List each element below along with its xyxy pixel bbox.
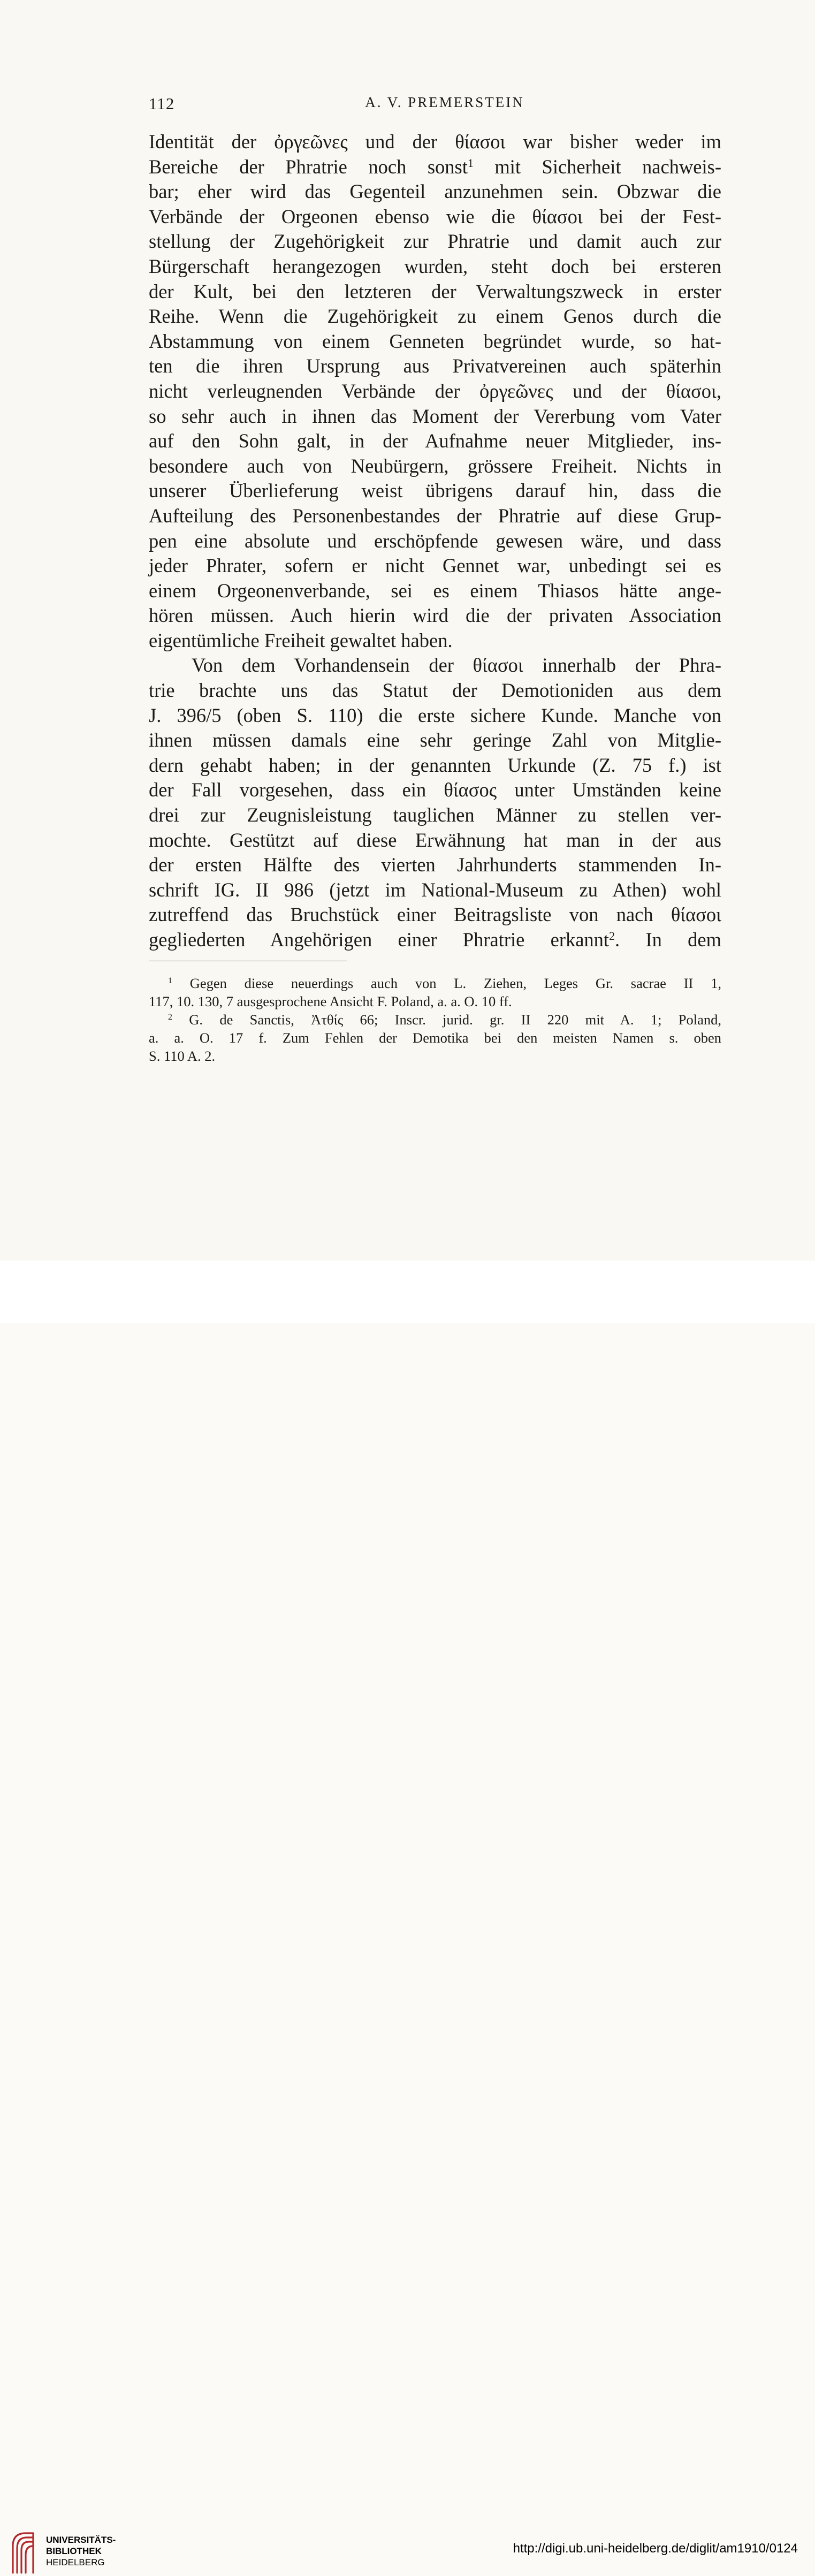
text-line: Von dem Vorhandensein der θίασοι innerhalb der Phra-	[192, 654, 721, 677]
text-line: Bürgerschaft herangezogen wurden, steht doch bei ersteren	[149, 255, 721, 277]
text-line: dern gehabt haben; in der genannten Urkunde (Z. 75 f.) ist	[149, 754, 721, 776]
footnote-marker: 2	[168, 1013, 172, 1022]
text-line: pen eine absolute und erschöpfende gewesen wäre, und dass	[149, 529, 721, 552]
text-line: ten die ihren Ursprung aus Privatvereinen auch späterhin	[149, 355, 721, 377]
library-name: UNIVERSITÄTS- BIBLIOTHEK HEIDELBERG	[46, 2535, 116, 2567]
text-line: stellung der Zugehörigkeit zur Phratrie und damit auch zur	[149, 230, 721, 253]
body-text	[149, 130, 721, 953]
text-line: einem Orgeonenverbande, sei es einem Thiasos hätte ange-	[149, 579, 721, 602]
footnote-line: $^2$ G. de Sanctis, Ἀτθίς 66; Inscr. jurid. gr. II 220 mit A. 1; Poland,	[168, 1012, 722, 1028]
text-line: der ersten Hälfte des vierten Jahrhunderts stammenden In-	[149, 854, 721, 876]
text-line: auf den Sohn galt, in der Aufnahme neuer Mitglieder, ins-	[149, 430, 721, 452]
text-line: der Fall vorgesehen, dass ein θίασος unter Umständen keine	[149, 779, 721, 801]
text-line: trie brachte uns das Statut der Demotioniden aus dem	[149, 679, 721, 702]
text-line: nicht verleugnenden Verbände der ὀργεῶνες und der θίασοι,	[149, 379, 721, 402]
footnote-line: $^1$ Gegen diese neuerdings auch von L. Ziehen, Leges Gr. sacrae II 1,	[168, 975, 722, 991]
text-line: Verbände der Orgeonen ebenso wie die θίασοι bei der Fest-	[149, 205, 721, 227]
running-head: A. V. PREMERSTEIN	[365, 94, 524, 110]
page-number: 112	[149, 94, 175, 113]
text-line: Reihe. Wenn die Zugehörigkeit zu einem Genos durch die	[149, 305, 721, 328]
source-url-link[interactable]: http://digi.ub.uni-heidelberg.de/diglit/am1910/0124	[513, 2541, 798, 2556]
text-line: eigentümliche Freiheit gewaltet haben.	[149, 629, 453, 651]
footnote-ref: 2	[609, 929, 615, 943]
footnote-line: 117, 10. 130, 7 ausgesprochene Ansicht F. Poland, a. a. O. 10 ff.	[149, 993, 512, 1009]
footnote-line: a. a. O. 17 f. Zum Fehlen der Demotika bei den meisten Namen s. oben	[149, 1030, 721, 1046]
text-line: der Kult, bei den letzteren der Verwaltungszweck in erster	[149, 280, 721, 302]
text-line: jeder Phrater, sofern er nicht Gennet war, unbedingt sei es	[149, 554, 721, 577]
text-line: hören müssen. Auch hierin wird die der privaten Association	[149, 604, 721, 627]
text-line: Bereiche der Phratrie noch sonst$^1$ mit Sicherheit nachweis-	[149, 155, 721, 178]
text-line: gegliederten Angehörigen einer Phratrie erkannt$^2$. In dem	[149, 929, 722, 951]
scanned-page	[0, 0, 815, 1260]
footnote-ref: 1	[467, 156, 474, 170]
text-line: so sehr auch in ihnen das Moment der Vererbung vom Vater	[149, 405, 721, 427]
footer-bar	[0, 1260, 815, 2567]
text-line: schrift IG. II 986 (jetzt im National-Museum zu Athen) wohl	[149, 878, 721, 901]
text-line: J. 396/5 (oben S. 110) die erste sichere Kunde. Manche von	[149, 704, 721, 726]
university-library-logo-icon[interactable]	[10, 2528, 42, 2576]
text-line: Aufteilung des Personenbestandes der Phratrie auf diese Grup-	[149, 504, 721, 527]
page-header	[149, 94, 721, 118]
text-line: drei zur Zeugnisleistung tauglichen Männer zu stellen ver-	[149, 804, 721, 826]
footnote-line: S. 110 A. 2.	[149, 1048, 216, 1064]
text-line: bar; eher wird das Gegenteil anzunehmen sein. Obzwar die	[149, 180, 721, 203]
footnote-marker: 1	[168, 976, 172, 986]
text-line: Identität der ὀργεῶνες und der θίασοι war bisher weder im	[149, 131, 721, 153]
text-line: besondere auch von Neubürgern, grössere Freiheit. Nichts in	[149, 454, 721, 477]
text-line: mochte. Gestützt auf diese Erwähnung hat man in der aus	[149, 829, 721, 851]
text-line: Abstammung von einem Genneten begründet wurde, so hat-	[149, 330, 721, 352]
text-line: zutreffend das Bruchstück einer Beitragsliste von nach θίασοι	[149, 903, 721, 926]
text-line: unserer Überlieferung weist übrigens darauf hin, dass die	[149, 480, 721, 502]
text-line: ihnen müssen damals eine sehr geringe Zahl von Mitglie-	[149, 729, 721, 751]
footnotes	[149, 974, 721, 1065]
